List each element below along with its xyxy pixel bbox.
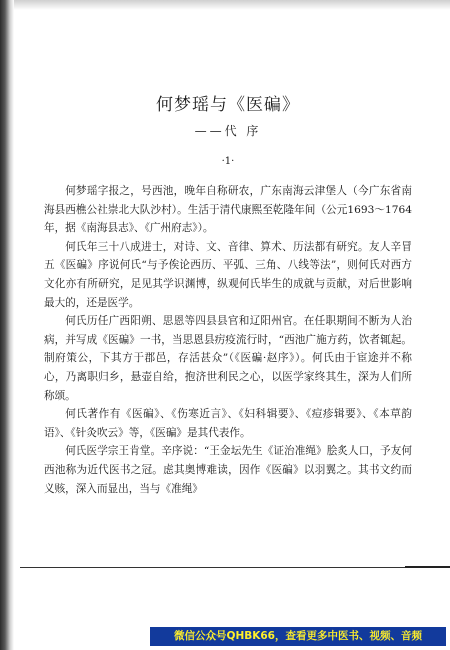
paragraph: 何氏历任广西阳朔、思恩等四县县官和辽阳州官。在任职期间不断为人治病，并写成《医碥》一书，当思恩县疠疫流行时，“西池广施方药，饮者辄起。制府策公，下其方于郡邑，存活甚众”（《医碥·赵序》）。何氏由于宦途并不称心，乃离职归乡，悬壶自给，抱济世利民之心，以医学家终其生，深为人们所称颂。 — [44, 315, 412, 402]
paragraph: 何氏著作有《医碥》、《伤寒近言》、《妇科辑要》、《痘疹辑要》、《本草韵语》、《针灸吹云》等，《医碥》是其代表作。 — [44, 408, 412, 439]
page-number: ·1· — [221, 156, 235, 167]
page-title: 何梦瑶与《医碥》 — [156, 95, 300, 115]
page-bottom-rule-edge — [405, 566, 450, 568]
document-body — [44, 182, 412, 498]
paragraph: 何梦瑶字报之，号西池，晚年自称研农，广东南海云津堡人（今广东省南海县西樵公社崇北大队沙村）。生活于清代康熙至乾隆年间（公元1693～1764年，据《南海县志》、《广州府志》）。 — [44, 185, 412, 235]
paragraph: 何氏年三十八成进士，对诗、文、音律、算术、历法都有研究。友人辛冒五《医碥》序说何氏“与予俟论西历、平弧、三角、八线等法”，则何氏对西方文化亦有所研究，足见其学识渊博，纵观何氏毕生的成就与贡献，对后世影响最大的，还是医学。 — [44, 240, 412, 309]
paragraph: 何氏医学宗王肯堂。辛序说：“王金坛先生《证治准绳》脍炙人口，予友何西池称为近代医书之冠。虑其奥博难读，因作《医碥》以羽翼之。其书文约而义赅，深入而显出，当与《准绳》 — [44, 445, 412, 495]
page-subtitle: ——代 序 — [194, 124, 262, 138]
page-bottom-rule — [20, 567, 405, 568]
scan-edge-top — [14, 0, 450, 10]
scan-edge-left — [0, 0, 14, 650]
watermark-banner: 微信公众号QHBK66，查看更多中医书、视频、音频 — [150, 627, 446, 646]
